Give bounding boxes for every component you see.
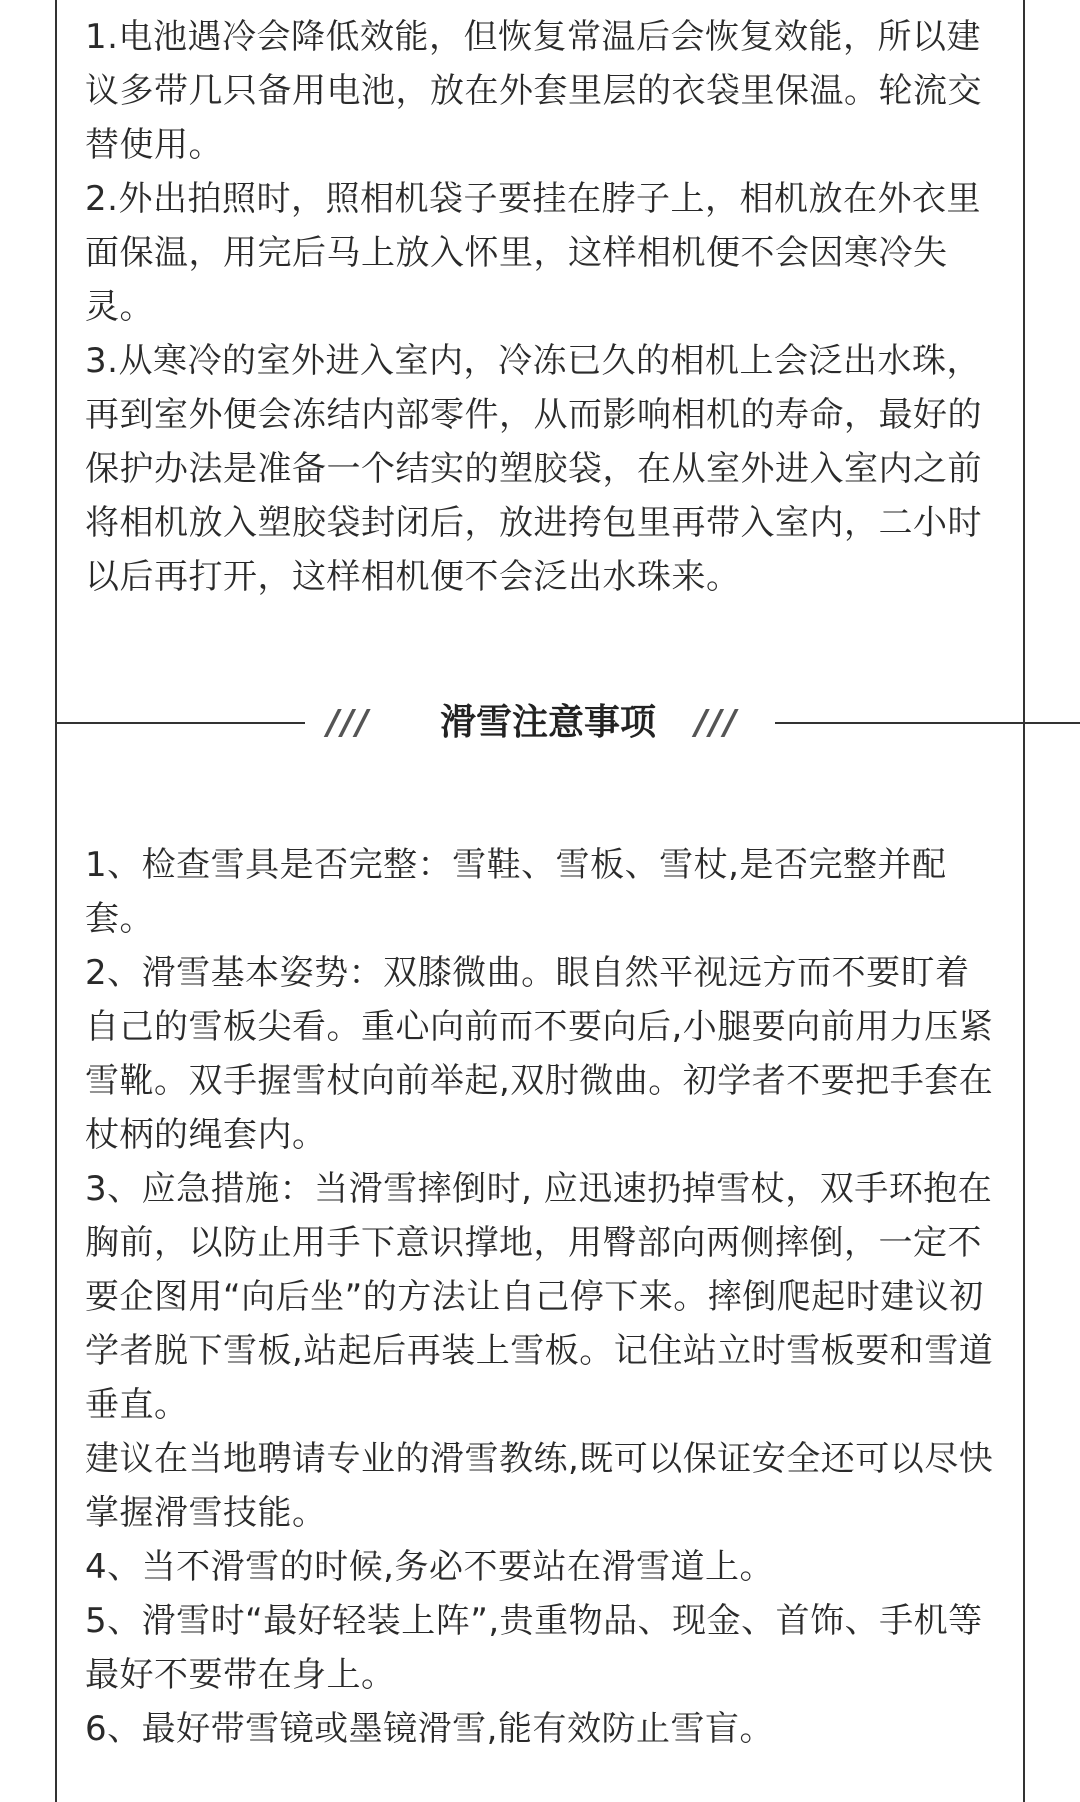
- header-rule-left: [55, 722, 305, 724]
- frame-left-border: [55, 0, 57, 1802]
- ski-tip-5: 5、滑雪时“最好轻装上阵”,贵重物品、现金、首饰、手机等最好不要带在身上。: [85, 1601, 983, 1695]
- camera-tips-block: [85, 10, 995, 604]
- ski-tip-1: 1、检查雪具是否完整：雪鞋、雪板、雪杖,是否完整并配套。: [85, 845, 947, 939]
- camera-tip-2: 2.外出拍照时，照相机袋子要挂在脖子上，相机放在外衣里面保温，用完后马上放入怀里，这样相机便不会因寒冷失灵。: [85, 179, 981, 327]
- camera-tip-3: 3.从寒冷的室外进入室内，冷冻已久的相机上会泛出水珠，再到室外便会冻结内部零件，从而影响相机的寿命，最好的保护办法是准备一个结实的塑胶袋，在从室外进入室内之前将相机放入塑胶袋封闭后，放进挎包里再带入室内，二小时以后再打开，这样相机便不会泛出水珠来。: [85, 341, 982, 597]
- header-slashes-right: ///: [695, 703, 739, 743]
- header-rule-right: [775, 722, 1080, 724]
- frame-right-border: [1023, 0, 1025, 1802]
- ski-tip-2: 2、滑雪基本姿势：双膝微曲。眼自然平视远方而不要盯着自己的雪板尖看。重心向前而不要向后,小腿要向前用力压紧雪靴。双手握雪杖向前举起,双肘微曲。初学者不要把手套在杖柄的绳套内。: [85, 953, 994, 1155]
- ski-tip-6: 6、最好带雪镜或墨镜滑雪,能有效防止雪盲。: [85, 1709, 774, 1749]
- ski-advice: 建议在当地聘请专业的滑雪教练,既可以保证安全还可以尽快掌握滑雪技能。: [85, 1439, 994, 1533]
- section-header: [55, 693, 1025, 753]
- ski-tip-4: 4、当不滑雪的时候,务必不要站在滑雪道上。: [85, 1547, 774, 1587]
- ski-tip-3: 3、应急措施：当滑雪摔倒时, 应迅速扔掉雪杖，双手环抱在胸前，以防止用手下意识撑地，用臀部向两侧摔倒，一定不要企图用“向后坐”的方法让自己停下来。摔倒爬起时建议初学者脱下雪板,站起后再装上雪板。记住站立时雪板要和雪道垂直。: [85, 1169, 994, 1425]
- camera-tip-1: 1.电池遇冷会降低效能，但恢复常温后会恢复效能，所以建议多带几只备用电池，放在外套里层的衣袋里保温。轮流交替使用。: [85, 17, 982, 165]
- section-title: 滑雪注意事项: [439, 702, 656, 743]
- ski-tips-block: [85, 838, 995, 1756]
- header-slashes-left: ///: [327, 703, 371, 743]
